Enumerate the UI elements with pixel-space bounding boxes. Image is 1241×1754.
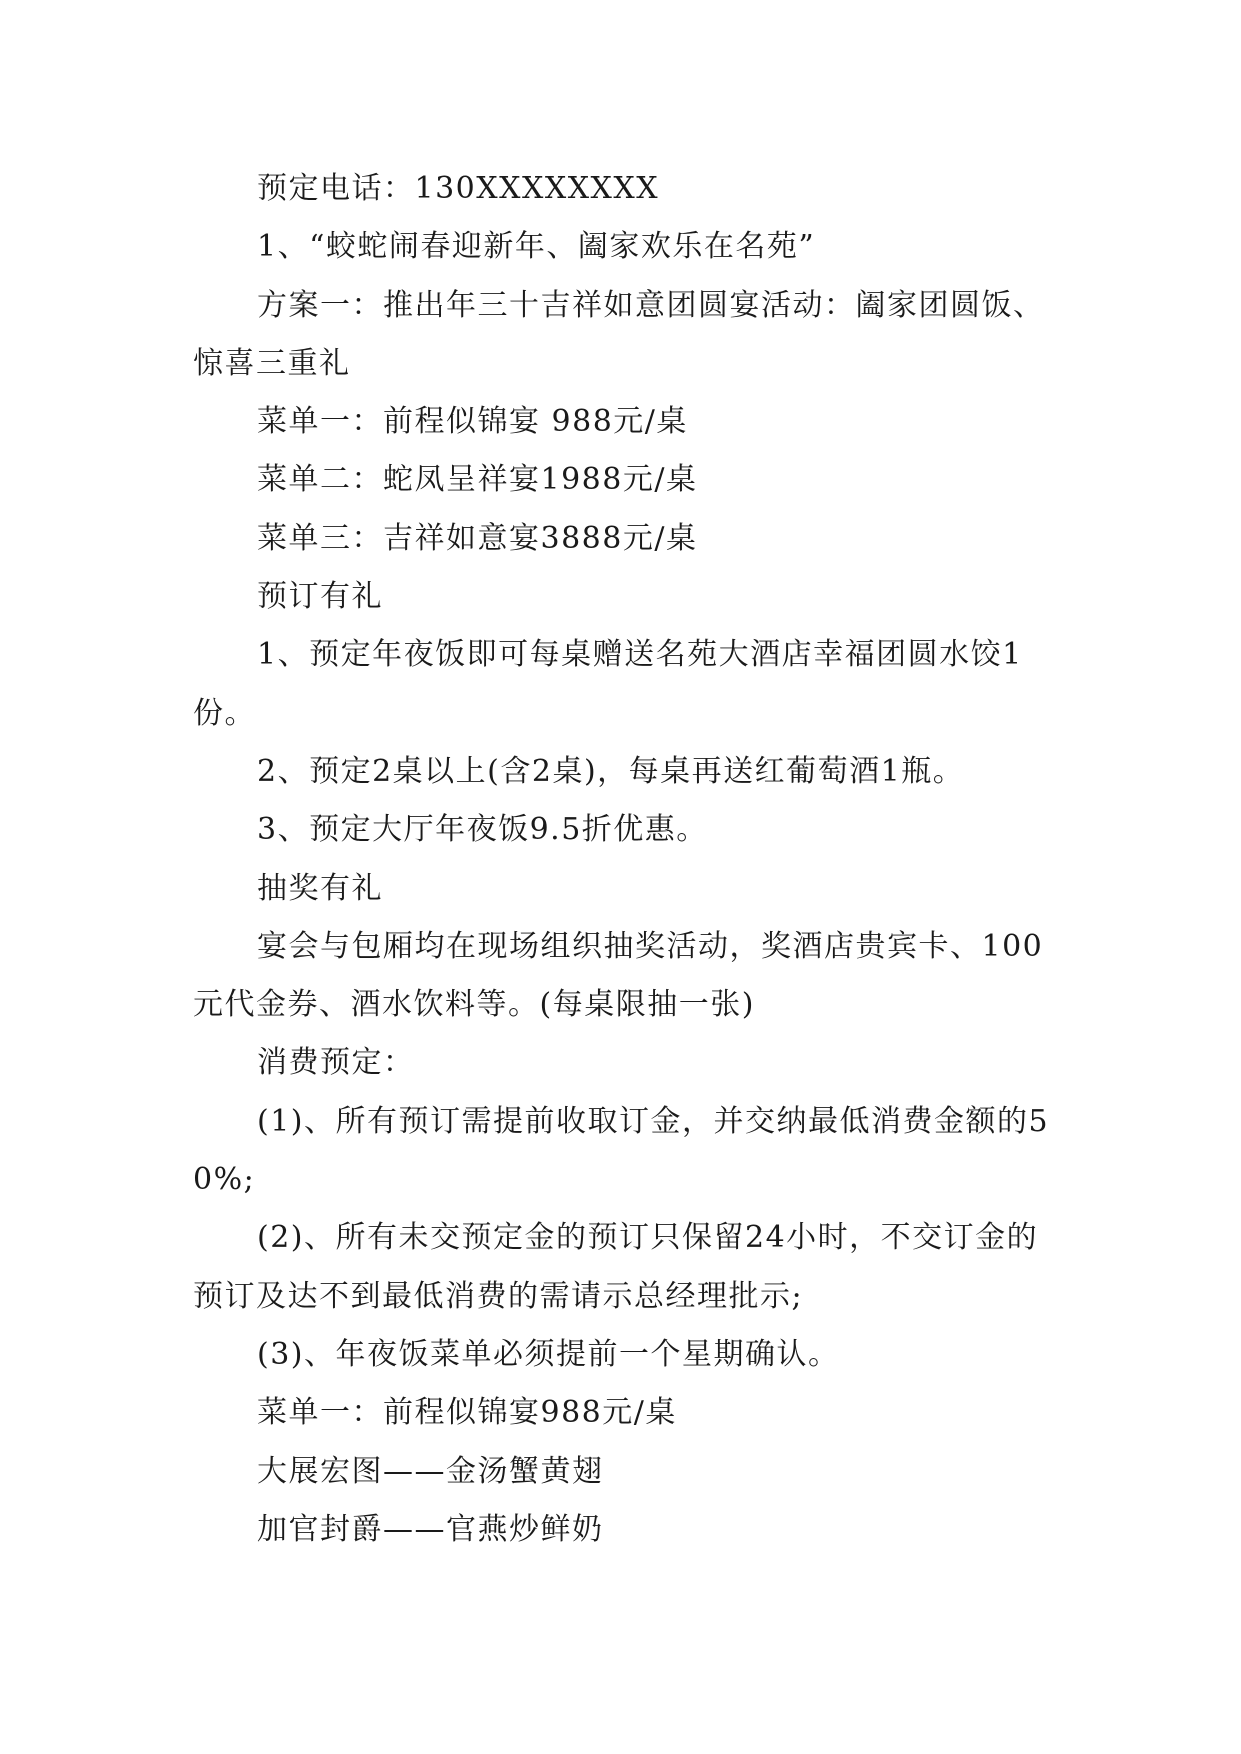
paragraph-rule-one: (1)、所有预订需提前收取订金，并交纳最低消费金额的50%;: [193, 1103, 1050, 1198]
paragraph-gift-one: 1、预定年夜饭即可每桌赠送名苑大酒店幸福团圆水饺1份。: [193, 637, 1023, 731]
paragraph-menu-one: 菜单一：前程似锦宴 988元/桌: [257, 404, 688, 440]
paragraph-rule-two: (2)、所有未交预定金的预订只保留24小时，不交订金的预订及达不到最低消费的需请示总经理批示;: [193, 1220, 1039, 1314]
paragraph-dish-one: 大展宏图——金汤蟹黄翅: [257, 1453, 604, 1489]
paragraph-slogan: 1、“蛟蛇闹春迎新年、阖家欢乐在名苑”: [257, 229, 816, 265]
paragraph-rule-three: (3)、年夜饭菜单必须提前一个星期确认。: [257, 1336, 840, 1372]
paragraph-gift-three: 3、预定大厅年夜饭9.5折优惠。: [257, 812, 708, 848]
paragraph-booking-gift-heading: 预订有礼: [257, 579, 383, 615]
paragraph-gift-two: 2、预定2桌以上(含2桌)，每桌再送红葡萄酒1瓶。: [257, 753, 965, 789]
paragraph-lottery-heading: 抽奖有礼: [257, 870, 383, 906]
paragraph-menu-three: 菜单三：吉祥如意宴3888元/桌: [257, 520, 698, 556]
paragraph-lottery-detail: 宴会与包厢均在现场组织抽奖活动，奖酒店贵宾卡、100元代金券、酒水饮料等。(每桌限抽一张): [193, 928, 1044, 1023]
paragraph-consumption-heading: 消费预定：: [257, 1045, 415, 1081]
paragraph-plan-one: 方案一：推出年三十吉祥如意团圆宴活动：阖家团圆饭、惊喜三重礼: [193, 287, 1045, 381]
document-body: [193, 160, 1053, 1559]
paragraph-phone: 预定电话：130XXXXXXXX: [257, 171, 660, 206]
paragraph-menu-two: 菜单二：蛇凤呈祥宴1988元/桌: [257, 462, 698, 498]
paragraph-menu-one-repeat: 菜单一：前程似锦宴988元/桌: [257, 1395, 677, 1431]
paragraph-dish-two: 加官封爵——官燕炒鲜奶: [257, 1511, 604, 1547]
